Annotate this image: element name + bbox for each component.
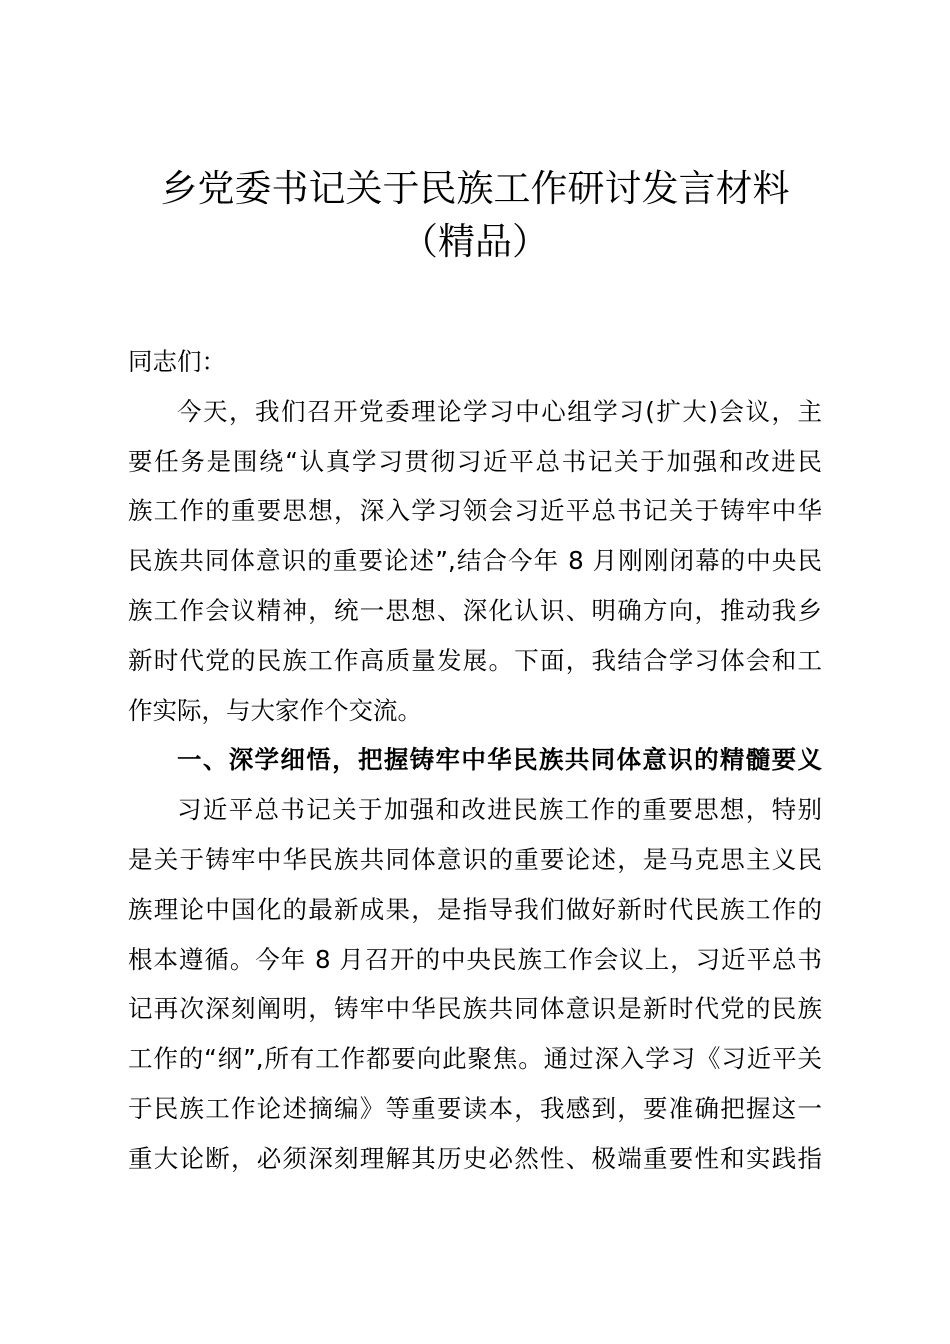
document-body — [128, 337, 822, 1184]
paragraph-line: 新时代党的民族工作高质量发展。下面，我结合学习体会和工 — [128, 645, 822, 675]
paragraph-line: 工作的“纲”,所有工作都要向此聚焦。通过深入学习《习近平关 — [128, 1044, 822, 1074]
paragraph-1 — [128, 387, 822, 736]
paragraph-line: 族理论中国化的最新成果，是指导我们做好新时代民族工作的 — [128, 894, 822, 924]
paragraph-line: 族工作会议精神，统一思想、深化认识、明确方向，推动我乡 — [128, 595, 822, 625]
paragraph-line: 今天，我们召开党委理论学习中心组学习(扩大)会议，主 — [177, 396, 822, 426]
paragraph-line: 作实际，与大家作个交流。 — [128, 695, 422, 725]
paragraph-line: 重大论断，必须深刻理解其历史必然性、极端重要性和实践指 — [128, 1143, 822, 1173]
paragraph-line: 根本遵循。今年 8 月召开的中央民族工作会议上，习近平总书 — [128, 944, 822, 974]
paragraph-line: 习近平总书记关于加强和改进民族工作的重要思想，特别 — [177, 795, 822, 825]
paragraph-line: 记再次深刻阐明，铸牢中华民族共同体意识是新时代党的民族 — [128, 994, 822, 1024]
paragraph-line: 要任务是围绕“认真学习贯彻习近平总书记关于加强和改进民 — [128, 446, 822, 476]
paragraph-line: 是关于铸牢中华民族共同体意识的重要论述，是马克思主义民 — [128, 844, 822, 874]
paragraph-line: 族工作的重要思想，深入学习领会习近平总书记关于铸牢中华 — [128, 496, 822, 526]
document-title: 乡党委书记关于民族工作研讨发言材料 — [160, 167, 790, 210]
section-heading: 一、深学细悟，把握铸牢中华民族共同体意识的精髓要义 — [177, 745, 822, 775]
document-subtitle: （精品） — [401, 220, 549, 263]
paragraph-line: 民族共同体意识的重要论述”,结合今年 8 月刚刚闭幕的中央民 — [128, 546, 822, 576]
paragraph-2 — [128, 785, 822, 1183]
paragraph-line: 于民族工作论述摘编》等重要读本，我感到，要准确把握这一 — [128, 1093, 822, 1123]
salutation: 同志们： — [128, 347, 226, 376]
